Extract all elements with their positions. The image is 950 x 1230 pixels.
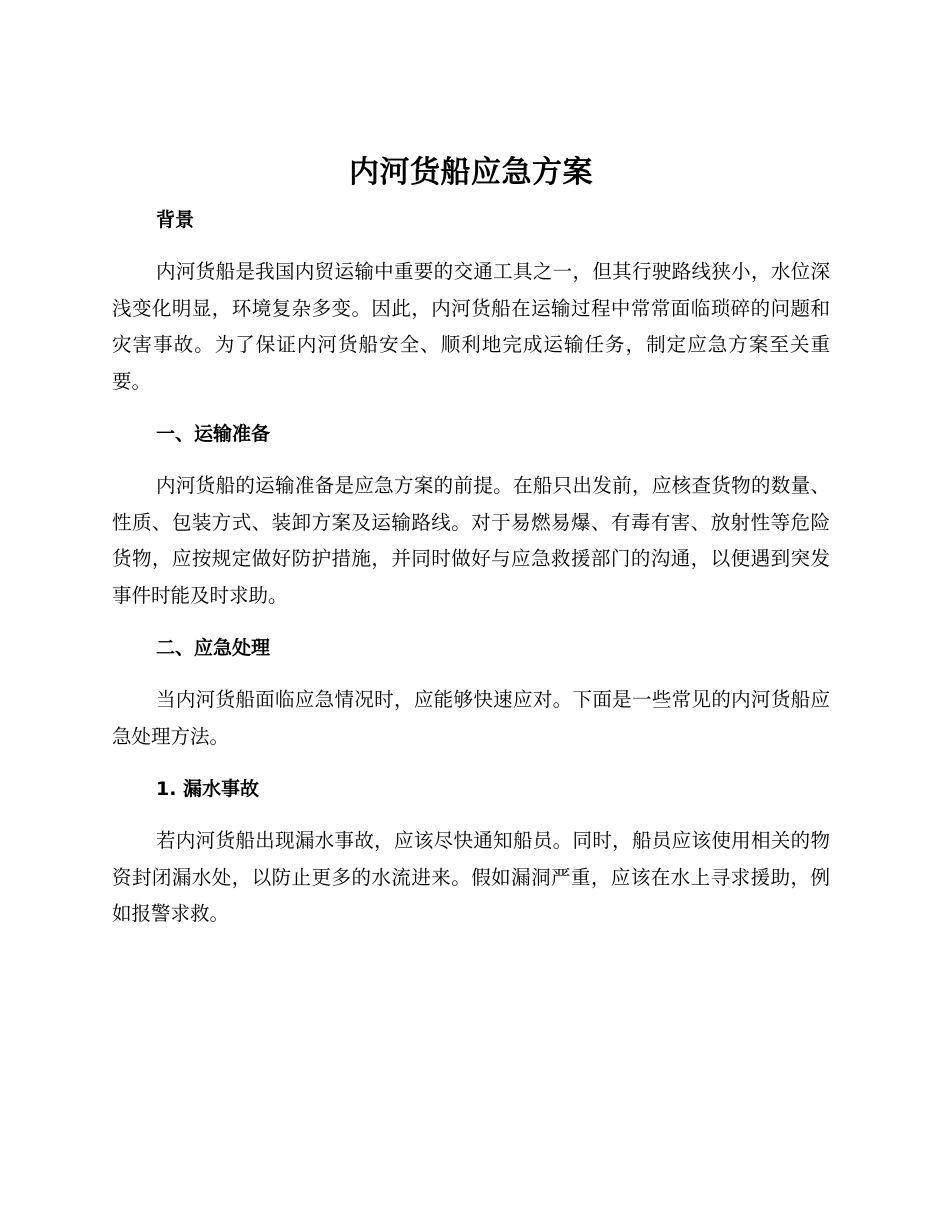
spacer xyxy=(112,666,830,682)
document-title: 内河货船应急方案 xyxy=(349,155,593,190)
spacer xyxy=(112,452,830,468)
section-heading-transport-prep: 一、运输准备 xyxy=(156,423,271,445)
section-heading-leak-accident: 1. 漏水事故 xyxy=(156,778,260,800)
paragraph-leak-accident: 若内河货船出现漏水事故，应该尽快通知船员。同时，船员应该使用相关的物资封闭漏水处，以防止更多的水流进来。假如漏洞严重，应该在水上寻求援助，例如报警求救。 xyxy=(112,829,830,925)
paragraph-emergency-handling: 当内河货船面临应急情况时，应能够快速应对。下面是一些常见的内河货船应急处理方法。 xyxy=(112,688,830,748)
spacer xyxy=(112,807,830,823)
spacer xyxy=(112,400,830,416)
paragraph-background: 内河货船是我国内贸运输中重要的交通工具之一，但其行驶路线狭小，水位深浅变化明显，环境复杂多变。因此，内河货船在运输过程中常常面临琐碎的问题和灾害事故。为了保证内河货船安全、顺利地完成运输任务，制定应急方案至关重要。 xyxy=(112,260,830,393)
document-body xyxy=(112,150,830,933)
paragraph-transport-prep: 内河货船的运输准备是应急方案的前提。在船只出发前，应核查货物的数量、性质、包装方式、装卸方案及运输路线。对于易燃易爆、有毒有害、放射性等危险货物，应按规定做好防护措施，并同时做好与应急救援部门的沟通，以便遇到突发事件时能及时求助。 xyxy=(112,474,830,607)
section-heading-background: 背景 xyxy=(156,209,195,231)
section-heading-emergency-handling: 二、应急处理 xyxy=(156,637,271,659)
spacer xyxy=(112,238,830,254)
spacer xyxy=(112,755,830,771)
spacer xyxy=(112,614,830,630)
